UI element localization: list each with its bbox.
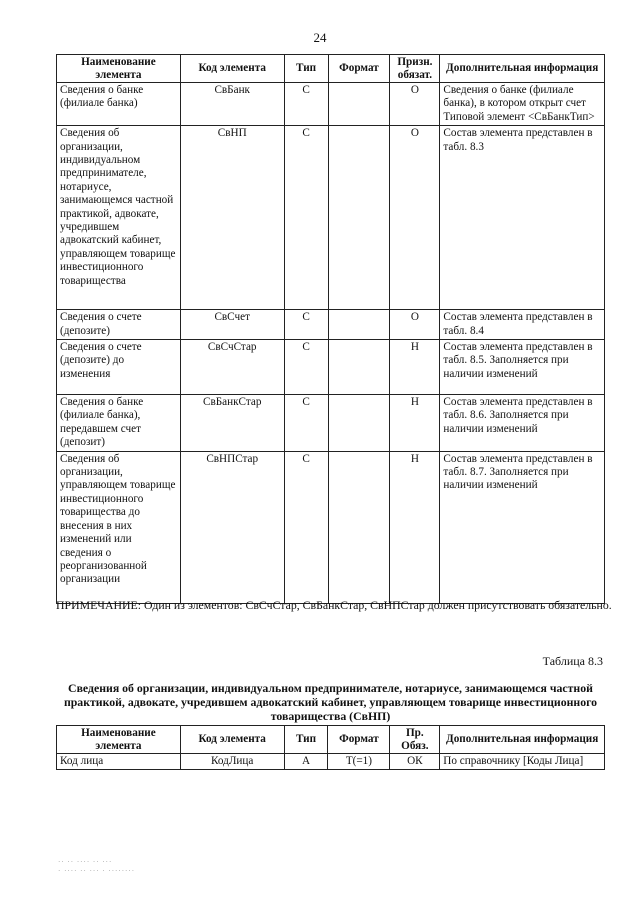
element-name: Сведения о банке (филиале банка), передавшем счет (депозит) xyxy=(57,395,181,452)
element-type: А xyxy=(284,754,328,770)
element-format: T(=1) xyxy=(328,754,390,770)
element-name: Код лица xyxy=(57,754,181,770)
element-info: Сведения о банке (филиале банка), в котором открыт счет Типовой элемент <СвБанкТип> xyxy=(440,83,605,126)
table-row xyxy=(57,754,605,770)
table-row xyxy=(57,126,605,310)
column-header: Тип xyxy=(284,726,328,754)
column-header: Код элемента xyxy=(180,55,284,83)
element-code: СвНПСтар xyxy=(180,451,284,603)
element-info: Состав элемента представлен в табл. 8.3 xyxy=(440,126,605,310)
table-row xyxy=(57,451,605,603)
element-required: О xyxy=(390,83,440,126)
column-header: Наименование элемента xyxy=(57,726,181,754)
column-header: Формат xyxy=(328,726,390,754)
scan-stamp: ·· ·· ···· ·· ··· · ···· ·· ··· · ········ xyxy=(58,858,136,875)
element-info: Состав элемента представлен в табл. 8.6. Заполняется при наличии изменений xyxy=(440,395,605,452)
element-code: СвНП xyxy=(180,126,284,310)
column-header: Дополнительная информация xyxy=(440,726,605,754)
elements-table-continued xyxy=(56,54,605,604)
column-header: Формат xyxy=(328,55,390,83)
element-code: СвСчет xyxy=(180,310,284,340)
element-info: Состав элемента представлен в табл. 8.7. Заполняется при наличии изменений xyxy=(440,451,605,603)
element-required: Н xyxy=(390,340,440,395)
element-code: СвБанк xyxy=(180,83,284,126)
element-info: По справочнику [Коды Лица] xyxy=(440,754,605,770)
element-required: Н xyxy=(390,451,440,603)
element-type: С xyxy=(284,83,328,126)
element-type: С xyxy=(284,340,328,395)
column-header: Тип xyxy=(284,55,328,83)
element-format xyxy=(328,126,390,310)
element-required: Н xyxy=(390,395,440,452)
element-info: Состав элемента представлен в табл. 8.5. Заполняется при наличии изменений xyxy=(440,340,605,395)
element-required: ОК xyxy=(390,754,440,770)
element-name: Сведения о счете (депозите) до изменения xyxy=(57,340,181,395)
table-header-row xyxy=(57,726,605,754)
table-row xyxy=(57,340,605,395)
column-header: Призн. обязат. xyxy=(390,55,440,83)
element-required: О xyxy=(390,126,440,310)
table-row xyxy=(57,310,605,340)
table-header-row xyxy=(57,55,605,83)
element-format xyxy=(328,310,390,340)
element-type: С xyxy=(284,310,328,340)
element-format xyxy=(328,395,390,452)
element-code: СвСчСтар xyxy=(180,340,284,395)
element-format xyxy=(328,451,390,603)
table-row xyxy=(57,395,605,452)
element-type: С xyxy=(284,451,328,603)
page-number: 24 xyxy=(313,30,327,45)
element-name: Сведения об организации, управляющем товарище инвестиционного товарищества до внесения в них изменений или сведения о реорганизованной организации xyxy=(57,451,181,603)
column-header: Код элемента xyxy=(180,726,284,754)
note-text: ПРИМЕЧАНИЕ: Один из элементов: СвСчСтар, СвБанкСтар, СвНПСтар должен присутствовать обязательно. xyxy=(56,598,612,612)
column-header: Наименование элемента xyxy=(57,55,181,83)
column-header: Дополнительная информация xyxy=(440,55,605,83)
table-row xyxy=(57,83,605,126)
svnp-table xyxy=(56,725,605,770)
element-name: Сведения о счете (депозите) xyxy=(57,310,181,340)
element-required: О xyxy=(390,310,440,340)
table-title: Сведения об организации, индивидуальном предпринимателе, нотариусе, занимающемся частной практикой, адвокате, учредившем адвокатский кабинет, управляющем товарище инвестиционного товарищества (СвНП) xyxy=(63,681,598,724)
table-caption: Таблица 8.3 xyxy=(542,654,603,668)
element-type: С xyxy=(284,395,328,452)
column-header: Пр. Обяз. xyxy=(390,726,440,754)
element-code: КодЛица xyxy=(180,754,284,770)
element-code: СвБанкСтар xyxy=(180,395,284,452)
element-format xyxy=(328,340,390,395)
element-name: Сведения об организации, индивидуальном предпринимателе, нотариусе, занимающемся частной практикой, адвокате, учредившем адвокатский кабинет, управляющем товарище инвестиционного товарищества xyxy=(57,126,181,310)
element-name: Сведения о банке (филиале банка) xyxy=(57,83,181,126)
element-format xyxy=(328,83,390,126)
element-type: С xyxy=(284,126,328,310)
element-info: Состав элемента представлен в табл. 8.4 xyxy=(440,310,605,340)
